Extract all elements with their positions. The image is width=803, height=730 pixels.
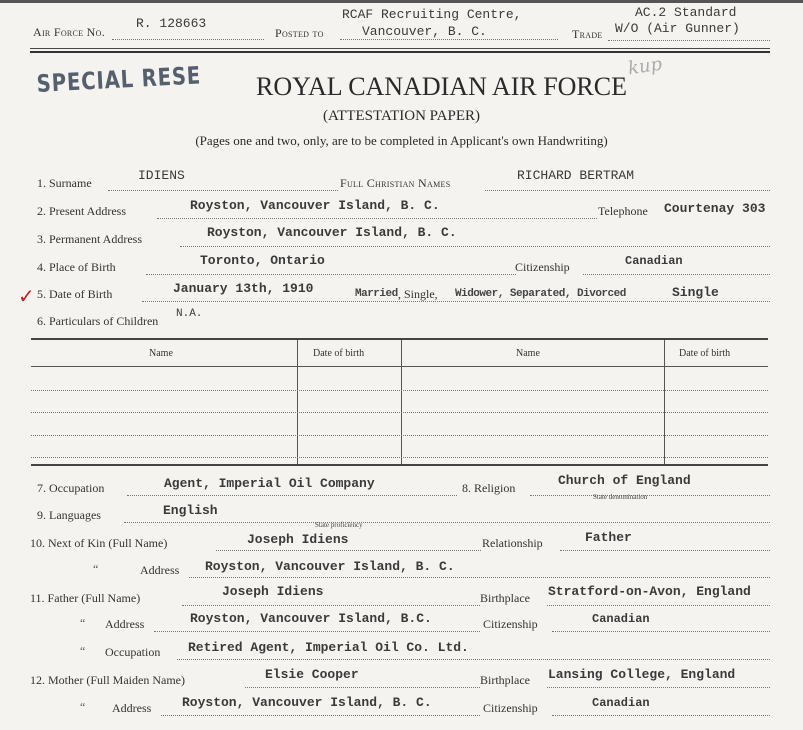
dotted-line (340, 39, 558, 40)
religion-label: 8. Religion (462, 481, 516, 495)
marital-status-value: Single (672, 285, 719, 300)
dotted-line (157, 218, 597, 219)
posted-to-label: Posted to (275, 26, 324, 40)
occupation-value: Agent, Imperial Oil Company (164, 476, 375, 491)
dotted-line (608, 40, 770, 41)
surname-value: IDIENS (138, 168, 185, 183)
children-label: 6. Particulars of Children (37, 314, 159, 328)
table-row (31, 435, 768, 436)
christian-names-text: Full Christian Names (340, 176, 451, 190)
trade-label: Trade (572, 27, 603, 41)
religion-value: Church of England (558, 473, 691, 488)
dotted-line (161, 715, 480, 716)
air-force-no: R. 128663 (136, 16, 207, 31)
place-of-birth-label: 4. Place of Birth (37, 260, 116, 274)
citizenship-label: Citizenship (515, 260, 570, 274)
occupation-label: 7. Occupation (37, 481, 105, 495)
birthplace-label: Birthplace (480, 673, 530, 687)
dotted-line (552, 631, 770, 632)
occupation-sub-label: Occupation (105, 645, 161, 659)
languages-label: 9. Languages (37, 508, 101, 522)
instruction: (Pages one and two, only, are to be completed in Applicant's own Handwriting) (195, 133, 608, 148)
next-of-kin-address-value: Royston, Vancouver Island, B. C. (205, 559, 455, 574)
dotted-line (560, 550, 770, 551)
table-header-dob: Date of birth (679, 348, 731, 359)
ditto-mark: “ (80, 700, 86, 714)
dotted-line (547, 605, 770, 606)
dotted-line (146, 274, 516, 275)
permanent-address-label: 3. Permanent Address (37, 232, 142, 246)
citizenship-value: Canadian (625, 254, 683, 268)
table-header-name: Name (149, 348, 173, 359)
table-divider (664, 340, 665, 464)
dotted-line (124, 522, 770, 523)
telephone-value: Courtenay 303 (664, 201, 766, 216)
dotted-line (142, 301, 770, 302)
marital-married-struck: Married (355, 288, 398, 300)
father-address-value: Royston, Vancouver Island, B.C. (190, 611, 432, 626)
dotted-line (127, 495, 457, 496)
religion-hint: State denomination (593, 493, 648, 501)
dotted-line (108, 190, 338, 191)
dotted-line (216, 550, 481, 551)
table-row (31, 457, 768, 458)
dotted-line (177, 659, 770, 660)
posted-to-line1: RCAF Recruiting Centre, (342, 7, 522, 22)
next-of-kin-value: Joseph Idiens (247, 532, 349, 547)
languages-hint: State proficiency (315, 521, 363, 529)
dotted-line (552, 715, 770, 716)
dotted-line (583, 274, 770, 275)
header-rule (30, 48, 770, 49)
posted-to-line2: Vancouver, B. C. (362, 24, 487, 39)
christian-names-label (340, 176, 450, 191)
father-label: 11. Father (Full Name) (30, 591, 141, 605)
mother-value: Elsie Cooper (265, 667, 359, 682)
marital-single-option: , Single, (398, 287, 438, 301)
special-reserve-stamp: SPECIAL RESE (36, 61, 202, 98)
table-row (31, 390, 768, 391)
address-label: Address (112, 701, 152, 715)
telephone-label: Telephone (598, 204, 648, 218)
place-of-birth-value: Toronto, Ontario (200, 253, 325, 268)
dotted-line (485, 190, 770, 191)
table-divider (401, 340, 402, 464)
mother-label: 12. Mother (Full Maiden Name) (30, 673, 185, 687)
header-rule (30, 51, 770, 53)
dob-value: January 13th, 1910 (173, 281, 314, 296)
table-header-name: Name (516, 348, 540, 359)
dotted-line (245, 687, 480, 688)
red-check-mark: ✓ (18, 284, 35, 308)
present-address-label: 2. Present Address (37, 204, 126, 218)
children-table (31, 338, 768, 466)
address-label: Address (140, 563, 180, 577)
ditto-mark: “ (80, 616, 86, 630)
dotted-line (182, 605, 480, 606)
table-header-dob: Date of birth (313, 348, 365, 359)
dotted-line (180, 246, 770, 247)
father-value: Joseph Idiens (222, 584, 324, 599)
dotted-line (547, 687, 770, 688)
scan-edge (0, 0, 803, 3)
table-divider (297, 340, 298, 464)
dotted-line (154, 631, 480, 632)
father-birthplace-value: Stratford-on-Avon, England (548, 584, 751, 599)
dotted-line (530, 495, 770, 496)
relationship-label: Relationship (482, 536, 543, 550)
table-row (31, 412, 768, 413)
air-force-no-label: Air Force No. (33, 25, 106, 39)
mother-address-value: Royston, Vancouver Island, B. C. (182, 695, 432, 710)
surname-label: 1. Surname (37, 176, 92, 190)
marital-others-struck: Widower, Separated, Divorced (455, 288, 626, 300)
citizenship-label: Citizenship (483, 701, 538, 715)
father-citizenship-value: Canadian (592, 612, 650, 626)
ditto-mark: “ (93, 562, 99, 576)
languages-value: English (163, 503, 218, 518)
trade-line2: W/O (Air Gunner) (615, 21, 740, 36)
father-occupation-value: Retired Agent, Imperial Oil Co. Ltd. (188, 640, 469, 655)
table-header-rule (31, 366, 768, 367)
next-of-kin-label: 10. Next of Kin (Full Name) (30, 536, 168, 550)
trade-line1: AC.2 Standard (635, 5, 737, 20)
mother-citizenship-value: Canadian (592, 696, 650, 710)
address-label: Address (105, 617, 145, 631)
ditto-mark: “ (80, 644, 86, 658)
page-subtitle: (ATTESTATION PAPER) (322, 108, 480, 124)
christian-names-value: RICHARD BERTRAM (517, 168, 635, 183)
page-title: ROYAL CANADIAN AIR FORCE (255, 72, 627, 101)
present-address-value: Royston, Vancouver Island, B. C. (190, 198, 440, 213)
dotted-line (189, 577, 770, 578)
relationship-value: Father (585, 530, 632, 545)
mother-birthplace-value: Lansing College, England (548, 667, 736, 682)
citizenship-label: Citizenship (483, 617, 538, 631)
permanent-address-value: Royston, Vancouver Island, B. C. (207, 225, 457, 240)
dotted-line (112, 39, 264, 40)
handwritten-initials: kup (626, 53, 664, 80)
children-value: N.A. (176, 308, 203, 320)
birthplace-label: Birthplace (480, 591, 530, 605)
dob-label: 5. Date of Birth (37, 287, 113, 301)
